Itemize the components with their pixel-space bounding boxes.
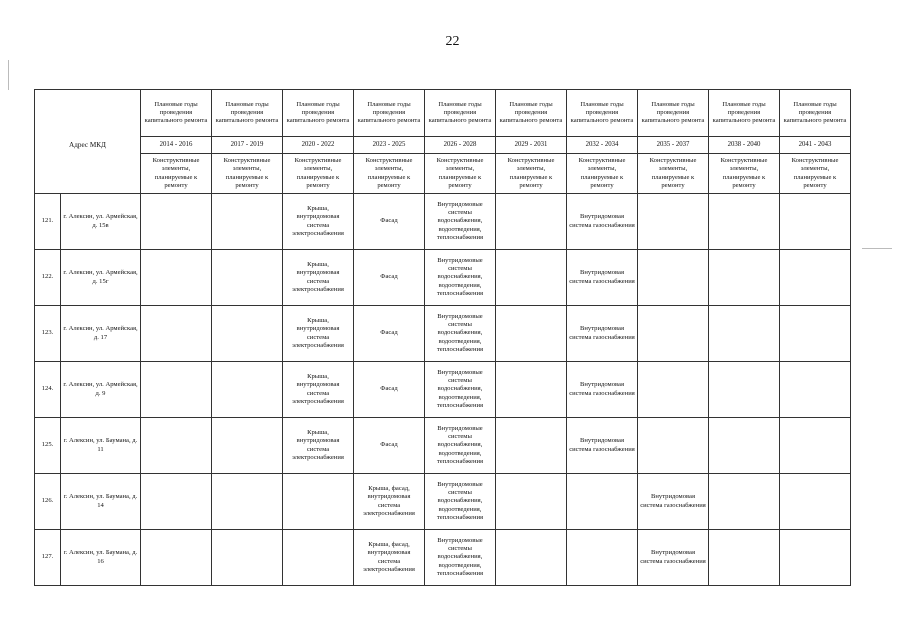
period-years: 2032 - 2034 [567,137,638,154]
scan-artifact [8,60,9,90]
row-number: 123. [35,306,61,362]
period-years: 2014 - 2016 [141,137,212,154]
period-years: 2017 - 2019 [212,137,283,154]
repair-cell: Внутридомовые системы водоснабжения, водоотведения, теплоснабжения [425,530,496,586]
repair-cell: Фасад [354,250,425,306]
table-row [35,418,851,474]
repair-cell: Внутридомовая система газоснабжения [638,474,709,530]
repair-cell: Внутридомовые системы водоснабжения, водоотведения, теплоснабжения [425,474,496,530]
repair-cell [141,194,212,250]
period-years: 2035 - 2037 [638,137,709,154]
repair-cell: Внутридомовые системы водоснабжения, водоотведения, теплоснабжения [425,250,496,306]
row-number: 126. [35,474,61,530]
repair-cell [780,474,851,530]
table-row [35,474,851,530]
repair-cell: Фасад [354,194,425,250]
repair-cell: Внутридомовые системы водоснабжения, водоотведения, теплоснабжения [425,194,496,250]
repair-cell [709,306,780,362]
period-years: 2020 - 2022 [283,137,354,154]
elements-header-label: Конструктивные элементы, планируемые к ремонту [141,154,212,194]
repair-cell [496,474,567,530]
repair-cell [638,306,709,362]
repair-cell: Внутридомовые системы водоснабжения, водоотведения, теплоснабжения [425,418,496,474]
table-row [35,194,851,250]
repair-cell [141,418,212,474]
table-body [35,194,851,586]
repair-cell [709,362,780,418]
repair-cell: Внутридомовая система газоснабжения [567,418,638,474]
table-row [35,362,851,418]
scan-artifact [862,248,892,249]
elements-header-label: Конструктивные элементы, планируемые к ремонту [709,154,780,194]
repair-cell [709,474,780,530]
period-years: 2038 - 2040 [709,137,780,154]
period-years: 2023 - 2025 [354,137,425,154]
elements-header-label: Конструктивные элементы, планируемые к ремонту [638,154,709,194]
repair-cell: Крыша, внутридомовая система электроснабжения [283,306,354,362]
repair-cell [638,250,709,306]
repair-cell [212,250,283,306]
repair-cell [567,474,638,530]
repair-cell [141,306,212,362]
elements-header-label: Конструктивные элементы, планируемые к ремонту [354,154,425,194]
repair-cell [141,530,212,586]
repair-cell [780,530,851,586]
row-number: 124. [35,362,61,418]
page-number: 22 [445,34,460,49]
repair-cell [283,474,354,530]
elements-header-label: Конструктивные элементы, планируемые к ремонту [283,154,354,194]
repair-cell: Внутридомовая система газоснабжения [567,306,638,362]
repair-cell [212,362,283,418]
repair-cell [283,530,354,586]
repair-cell [780,194,851,250]
repair-cell [212,530,283,586]
period-header-label: Плановые годы проведения капитального ремонта [780,90,851,137]
row-address: г. Алексин, ул. Армейская, д. 9 [61,362,141,418]
repair-cell [709,418,780,474]
capital-repair-schedule-table [34,89,851,586]
period-header-label: Плановые годы проведения капитального ремонта [496,90,567,137]
repair-cell [212,194,283,250]
period-header-label: Плановые годы проведения капитального ремонта [212,90,283,137]
address-header-bottom [35,154,141,194]
elements-header-label: Конструктивные элементы, планируемые к ремонту [567,154,638,194]
period-header-label: Плановые годы проведения капитального ремонта [425,90,496,137]
period-header-label: Плановые годы проведения капитального ремонта [141,90,212,137]
repair-cell [496,194,567,250]
table-row [35,250,851,306]
period-header-label: Плановые годы проведения капитального ремонта [283,90,354,137]
repair-cell [780,418,851,474]
repair-cell [780,362,851,418]
row-number: 127. [35,530,61,586]
repair-cell [212,474,283,530]
repair-cell [638,362,709,418]
repair-cell: Фасад [354,362,425,418]
row-number: 125. [35,418,61,474]
repair-cell: Фасад [354,306,425,362]
row-number: 121. [35,194,61,250]
repair-cell: Внутридомовая система газоснабжения [567,250,638,306]
repair-cell [709,250,780,306]
row-address: г. Алексин, ул. Баумана, д. 11 [61,418,141,474]
repair-cell: Крыша, внутридомовая система электроснабжения [283,194,354,250]
table-header [35,90,851,194]
address-header-top [35,90,141,137]
row-address: г. Алексин, ул. Армейская, д. 15в [61,194,141,250]
repair-cell [496,362,567,418]
period-years: 2029 - 2031 [496,137,567,154]
repair-cell: Внутридомовая система газоснабжения [567,362,638,418]
elements-header-label: Конструктивные элементы, планируемые к ремонту [780,154,851,194]
elements-header-label: Конструктивные элементы, планируемые к ремонту [425,154,496,194]
repair-cell [780,250,851,306]
repair-cell [496,306,567,362]
repair-cell [496,250,567,306]
row-address: г. Алексин, ул. Баумана, д. 14 [61,474,141,530]
repair-cell [141,362,212,418]
repair-cell [709,530,780,586]
repair-cell [709,194,780,250]
period-header-label: Плановые годы проведения капитального ремонта [638,90,709,137]
elements-header-label: Конструктивные элементы, планируемые к ремонту [212,154,283,194]
repair-cell: Крыша, внутридомовая система электроснабжения [283,362,354,418]
row-address: г. Алексин, ул. Баумана, д. 16 [61,530,141,586]
repair-cell [780,306,851,362]
repair-cell: Внутридомовые системы водоснабжения, водоотведения, теплоснабжения [425,362,496,418]
period-header-label: Плановые годы проведения капитального ремонта [354,90,425,137]
repair-cell: Крыша, внутридомовая система электроснабжения [283,418,354,474]
repair-cell: Внутридомовые системы водоснабжения, водоотведения, теплоснабжения [425,306,496,362]
row-number: 122. [35,250,61,306]
repair-cell [212,418,283,474]
elements-header-label: Конструктивные элементы, планируемые к ремонту [496,154,567,194]
row-address: г. Алексин, ул. Армейская, д. 15г [61,250,141,306]
address-header: Адрес МКД [35,137,141,154]
table-row [35,530,851,586]
repair-cell: Внутридомовая система газоснабжения [638,530,709,586]
repair-cell [638,418,709,474]
period-header-label: Плановые годы проведения капитального ремонта [709,90,780,137]
period-years: 2041 - 2043 [780,137,851,154]
repair-cell: Внутридомовая система газоснабжения [567,194,638,250]
repair-cell: Крыша, фасад, внутридомовая система электроснабжения [354,474,425,530]
row-address: г. Алексин, ул. Армейская, д. 17 [61,306,141,362]
period-header-label: Плановые годы проведения капитального ремонта [567,90,638,137]
repair-cell [496,530,567,586]
repair-cell: Фасад [354,418,425,474]
table-row [35,306,851,362]
repair-cell [496,418,567,474]
period-years: 2026 - 2028 [425,137,496,154]
repair-cell [567,530,638,586]
repair-cell [141,250,212,306]
repair-cell [141,474,212,530]
repair-cell: Крыша, внутридомовая система электроснабжения [283,250,354,306]
repair-cell [638,194,709,250]
repair-cell [212,306,283,362]
repair-cell: Крыша, фасад, внутридомовая система электроснабжения [354,530,425,586]
